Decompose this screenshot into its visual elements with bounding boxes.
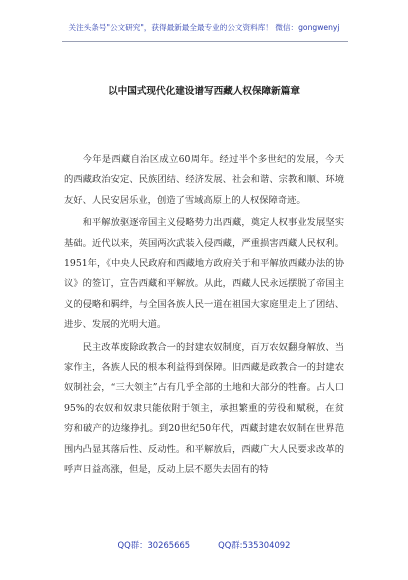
paragraph: 民主改革废除政教合一的封建农奴制度，百万农奴翻身解放、当家作主，各族人民的根本利益得到保障。旧西藏是政教合一的封建农奴制社会，“三大领主”占有几乎全部的土地和大部分的牲畜。占人口95%的农奴和奴隶只能依附于领主，承担繁重的劳役和赋税，在贫穷和破产的边缘挣扎。到20世纪50年代，西藏封建农奴制在世界范围内凸显其落后性、反动性。和平解放后，西藏广大人民要求改革的呼声日益高涨，但是，反动上层不愿失去固有的特 (64, 341, 344, 476)
header-divider (62, 41, 348, 42)
header-banner: 关注头条号"公文研究"，获得最新最全最专业的公文资料库！ 微信：gongwenyj (68, 23, 340, 32)
document-title: 以中国式现代化建设谱写西藏人权保障新篇章 (108, 86, 300, 97)
paragraph: 今年是西藏自治区成立60周年。经过半个多世纪的发展，今天的西藏政治安定、民族团结、经济发展、社会和谐、宗教和顺、环境友好、人民安居乐业，创造了雪域高原上的人权保障奇迹。 (64, 154, 344, 206)
paragraph: 和平解放驱逐帝国主义侵略势力出西藏，奠定人权事业发展坚实基础。近代以来，英国两次武装入侵西藏，严重损害西藏人民权利。1951年，《中央人民政府和西藏地方政府关于和平解放西藏办法的协议》的签订，宣告西藏和平解放。从此，西藏人民永远摆脱了帝国主义的侵略和羁绊，与全国各族人民一道在祖国大家庭里走上了团结、进步、发展的光明大道。 (64, 217, 344, 331)
footer-qq-group-2: QQ群:535304092 (218, 540, 291, 550)
document-body (64, 150, 344, 483)
footer-contact (0, 539, 408, 551)
footer-qq-group-1: QQ群：30265665 (117, 540, 191, 550)
